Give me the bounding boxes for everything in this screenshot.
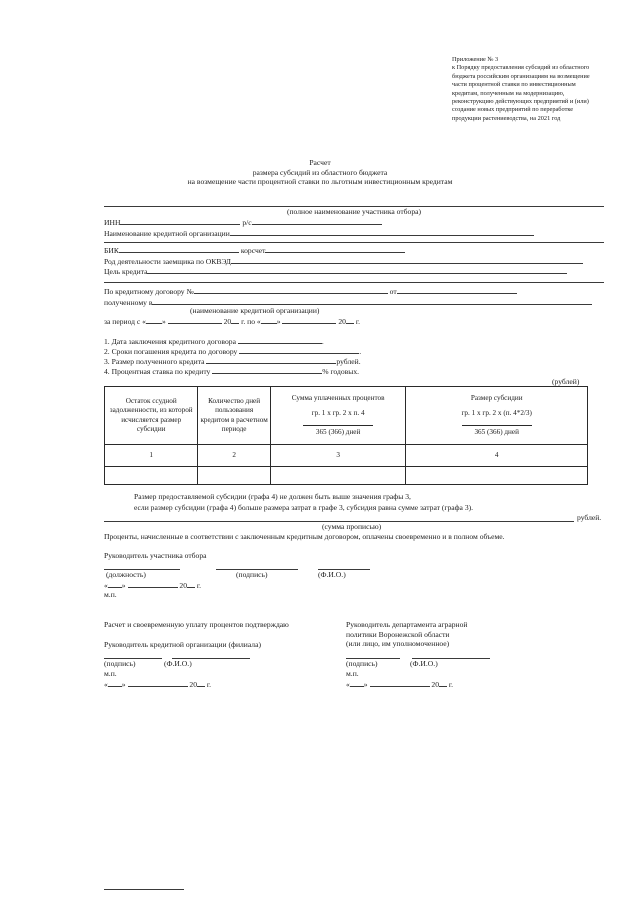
purpose-label: Цель кредита (104, 267, 148, 276)
header-interest-title: Сумма уплаченных процентов (291, 393, 385, 402)
date-month[interactable] (370, 679, 430, 687)
participant-caption: (полное наименование участника отбора) (286, 207, 422, 216)
formula-denominator: 365 (366) дней (474, 427, 519, 436)
period-end-year[interactable] (346, 316, 354, 324)
title-line: размера субсидий из областного бюджета (252, 167, 388, 177)
signature-caption: (подпись) (236, 570, 268, 579)
period-row (104, 316, 360, 327)
formula-denominator: 365 (366) дней (315, 427, 361, 436)
loan-amount-input[interactable] (206, 356, 336, 364)
year-end: г. (448, 680, 454, 689)
header-balance: Остаток ссудной задолженности, из которой исчисляется размер субсидии (105, 387, 198, 445)
numbered-item: 1. Дата заключения кредитного договора . (104, 337, 324, 346)
item-label: 2. Сроки погашения кредита по договору (104, 347, 238, 356)
balance-cell[interactable] (105, 467, 198, 485)
year-prefix: 20 (338, 317, 346, 326)
quote-close: » (161, 317, 166, 326)
year-to: г. по « (241, 317, 261, 326)
date-year[interactable] (197, 679, 205, 687)
okved-field[interactable] (231, 256, 583, 264)
fio-caption: (Ф.И.О.) (410, 659, 438, 668)
date-day[interactable] (350, 679, 364, 687)
date-year[interactable] (439, 679, 447, 687)
interest-cell[interactable] (270, 467, 406, 485)
received-bank-field[interactable] (152, 297, 592, 305)
item-label: 4. Процентная ставка по кредиту (104, 367, 211, 376)
bank-name-row (104, 228, 534, 239)
contract-label: По кредитному договору № (104, 287, 194, 296)
numbered-item (104, 366, 359, 377)
column-number: 1 (105, 445, 198, 467)
item-label: 3. Размер полученного кредита (104, 357, 205, 366)
bank-caption: (наименование кредитной организации) (190, 306, 320, 315)
head-dept-line: (или лицо, им уполномоченное) (346, 639, 450, 649)
table-header-row (105, 387, 588, 445)
fio-caption: (Ф.И.О.) (318, 570, 346, 579)
calculation-table (104, 386, 588, 485)
date-day[interactable] (108, 580, 122, 588)
bank-name-continuation (104, 242, 604, 243)
appendix-line: продукции растениеводства, на 2021 год (452, 114, 561, 122)
table-unit: (рублей) (552, 377, 580, 386)
korschet-label: корсчет (240, 246, 266, 255)
title-line: Расчет (309, 158, 331, 167)
date-close: » (363, 680, 368, 689)
year-end: г. (355, 317, 360, 326)
participant-date (104, 580, 201, 591)
contract-date-field[interactable] (397, 286, 517, 294)
stamp-place: м.п. (104, 590, 117, 599)
table-number-row (105, 445, 588, 467)
contract-number-field[interactable] (194, 286, 388, 294)
dept-date (346, 679, 453, 690)
purpose-continuation (104, 282, 604, 283)
title-line: на возмещение части процентной ставки по льготным инвестиционным кредитам (187, 177, 453, 187)
column-number: 3 (270, 445, 406, 467)
note-line: Размер предоставляемой субсидии (графа 4) не должен быть выше значения графы 3, (134, 492, 411, 501)
appendix-line: части процентной ставки по инвестиционным (452, 81, 576, 89)
year-prefix: 20 (179, 581, 187, 590)
year-end: г. (206, 680, 212, 689)
percent-label: % годовых. (322, 367, 360, 376)
bank-name-label: Наименование кредитной организации (104, 229, 230, 238)
confirm-label: Расчет и своевременную уплату процентов подтверждаю (104, 620, 289, 629)
received-row (104, 297, 592, 308)
stamp-place: м.п. (346, 669, 359, 678)
head-participant-label: Руководитель участника отбора (104, 551, 207, 560)
okved-label: Род деятельности заемщика по ОКВЭД (104, 257, 231, 266)
period-start-day[interactable] (146, 316, 162, 324)
period-end-month[interactable] (282, 316, 336, 324)
period-start-year[interactable] (231, 316, 239, 324)
date-open: « (346, 680, 350, 689)
inn-label: ИНН (104, 218, 121, 227)
bank-date (104, 679, 211, 690)
period-start-label: за период с « (104, 317, 146, 326)
interest-statement: Проценты, начисленные в соответствии с заключенным кредитным договором, оплачены своевременно и в полном объеме. (104, 532, 505, 541)
signature-caption: (подпись) (104, 659, 136, 668)
appendix-line: бюджета российским организациям на возмещение (452, 72, 590, 80)
inn-field[interactable] (120, 217, 240, 225)
year-prefix: 20 (223, 317, 232, 326)
year-prefix: 20 (431, 680, 439, 689)
fraction-bar (303, 425, 373, 426)
from-label: от (389, 287, 397, 296)
rs-field[interactable] (252, 217, 382, 225)
received-label: полученному в (104, 298, 153, 307)
head-dept-label (346, 620, 467, 649)
column-number: 4 (406, 445, 588, 467)
date-year[interactable] (187, 580, 195, 588)
days-cell[interactable] (198, 467, 270, 485)
date-month[interactable] (128, 580, 178, 588)
bik-label: БИК (104, 246, 119, 255)
header-days: Количество дней пользования кредитом в расчетном периоде (198, 387, 270, 445)
table-data-row (105, 467, 588, 485)
signature-caption: (подпись) (346, 659, 378, 668)
interest-formula (303, 409, 373, 437)
date-open: « (104, 680, 108, 689)
document-title (0, 158, 640, 187)
appendix-line: к Порядку предоставления субсидий из областного (452, 64, 590, 72)
year-end: г. (196, 581, 202, 590)
note-line: если размер субсидии (графа 4) больше размера затрат в графе 3, субсидия равна сумме затрат (графа 3). (134, 503, 474, 512)
header-subsidy-title: Размер субсидии (470, 393, 523, 402)
korschet-field[interactable] (265, 245, 405, 253)
date-open: « (104, 581, 108, 590)
period-end-day[interactable] (261, 316, 277, 324)
quote-close: » (276, 317, 281, 326)
date-close: » (121, 581, 126, 590)
fraction-bar (462, 425, 532, 426)
appendix-line: реконструкцию действующих предприятий и (или) (452, 98, 589, 106)
repayment-term-input[interactable] (239, 346, 359, 354)
date-day[interactable] (108, 679, 122, 687)
bank-name-field[interactable] (230, 228, 534, 236)
footnote-separator (104, 889, 184, 890)
formula-numerator: гр. 1 х гр. 2 х (п. 4*2/3) (461, 409, 532, 418)
date-close: » (121, 680, 126, 689)
inn-row (104, 217, 382, 228)
appendix-line: создание новых предприятий по переработке (452, 106, 574, 114)
subsidy-cell[interactable] (406, 467, 588, 485)
appendix-line: кредитам, полученным на модернизацию, (452, 89, 565, 97)
purpose-row (104, 266, 567, 277)
contract-row (104, 286, 517, 297)
item-label: 1. Дата заключения кредитного договора (104, 337, 236, 346)
bik-row (104, 245, 405, 256)
bik-field[interactable] (119, 245, 239, 253)
subsidy-formula (461, 409, 531, 437)
numbered-item (104, 356, 361, 367)
header-interest (270, 387, 406, 445)
okved-row (104, 256, 583, 267)
year-prefix: 20 (189, 680, 197, 689)
appendix-note (452, 56, 590, 123)
appendix-line: Приложение № 3 (452, 56, 499, 63)
column-number: 2 (198, 445, 270, 467)
formula-numerator: гр. 1 х гр. 2 х п. 4 (311, 409, 365, 418)
rs-label: р/с (242, 218, 252, 227)
date-month[interactable] (128, 679, 188, 687)
sum-caption: (сумма прописью) (322, 522, 382, 531)
fio-caption: (Ф.И.О.) (164, 659, 192, 668)
purpose-field[interactable] (147, 266, 567, 274)
rubles-label: рублей. (336, 357, 361, 366)
head-dept-line: Руководитель департамента аграрной (346, 620, 468, 629)
rubles-label: рублей. (577, 513, 602, 522)
header-subsidy (406, 387, 588, 445)
interest-rate-input[interactable] (212, 366, 322, 374)
head-bank-label: Руководитель кредитной организации (филиала) (104, 640, 261, 649)
contract-date-input[interactable] (238, 336, 322, 344)
period-start-month[interactable] (168, 316, 222, 324)
position-caption: (должность) (106, 570, 146, 579)
numbered-item: 2. Сроки погашения кредита по договору . (104, 347, 362, 356)
head-dept-line: политики Воронежской области (346, 629, 450, 639)
stamp-place: м.п. (104, 669, 117, 678)
